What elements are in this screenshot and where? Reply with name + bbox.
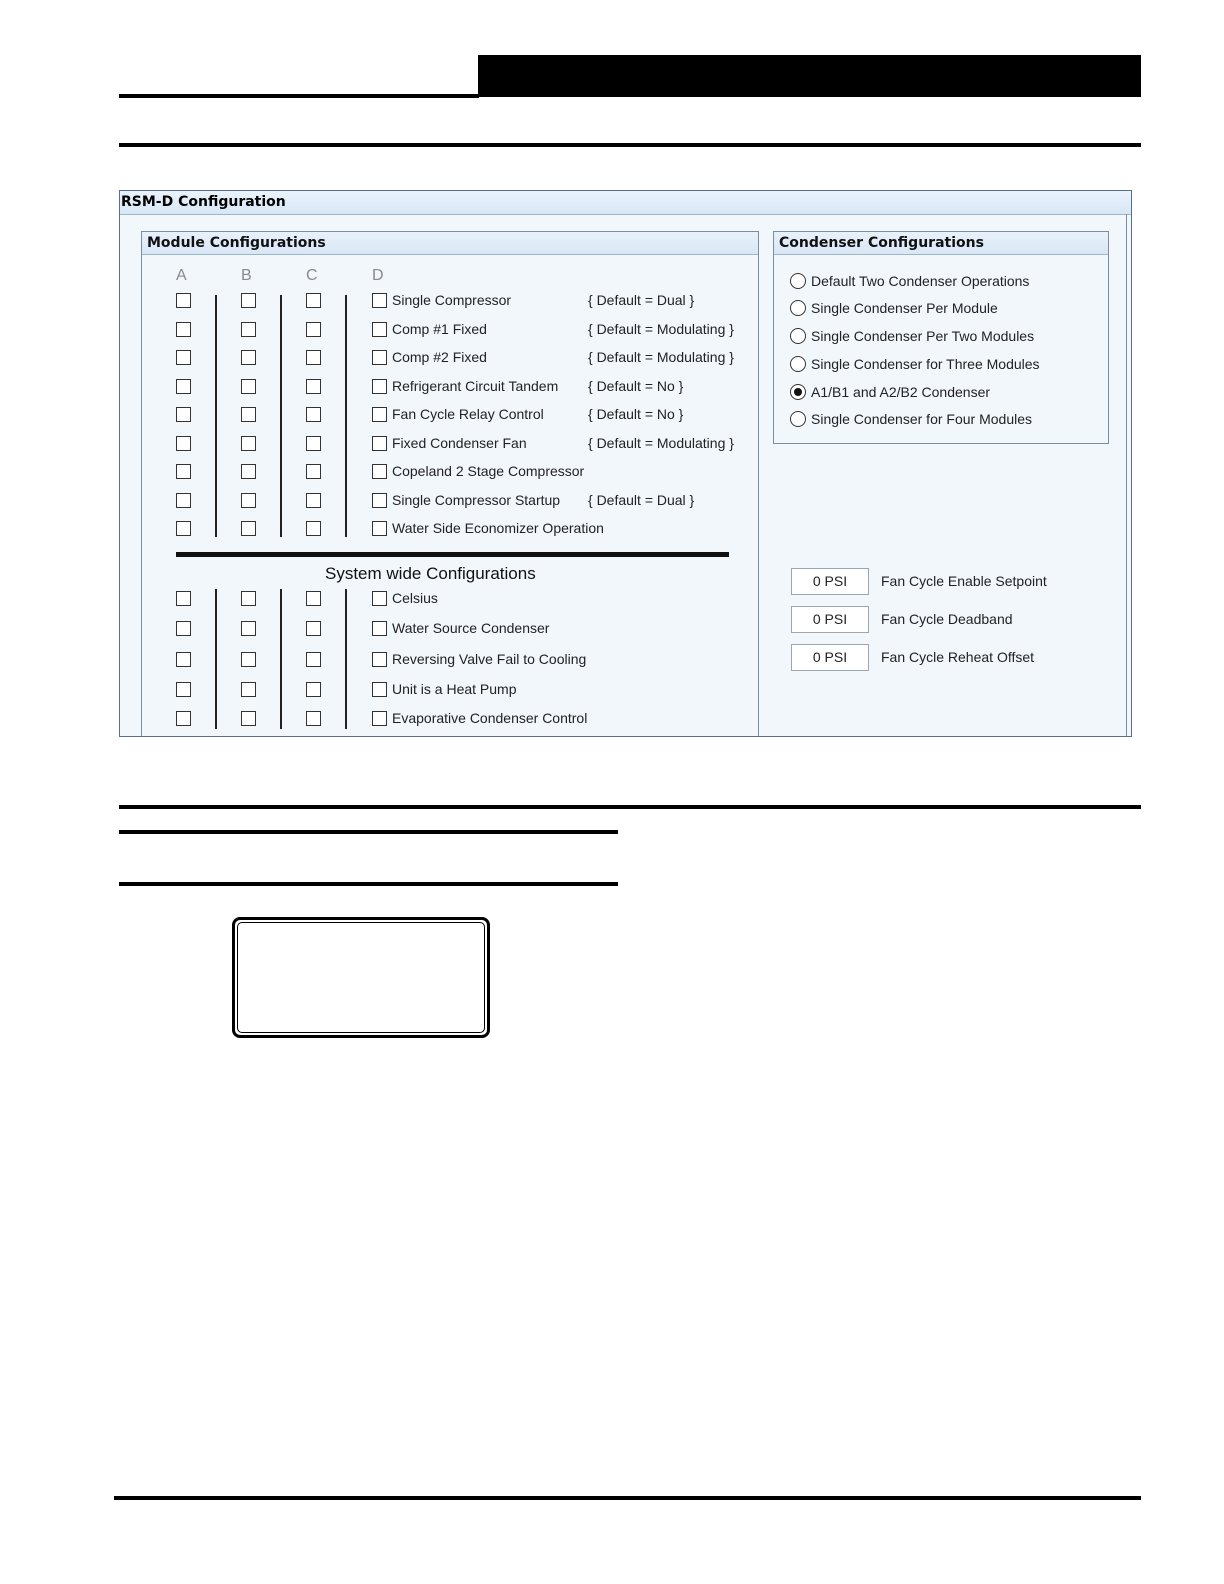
module-option-default: { Default = Modulating } <box>588 435 734 451</box>
checkbox-b-row-6[interactable] <box>241 436 256 451</box>
system-checkbox-b-row-4[interactable] <box>241 682 256 697</box>
checkbox-c-row-6[interactable] <box>306 436 321 451</box>
system-option-label: Water Source Condenser <box>392 620 550 636</box>
column-header-a: A <box>176 267 187 284</box>
checkbox-a-row-8[interactable] <box>176 493 191 508</box>
checkbox-d-row-2[interactable] <box>372 322 387 337</box>
section-divider <box>176 552 729 557</box>
module-configurations-title: Module Configurations <box>142 232 758 255</box>
column-separator <box>345 295 347 537</box>
checkbox-a-row-5[interactable] <box>176 407 191 422</box>
system-checkbox-d-row-1[interactable] <box>372 591 387 606</box>
condenser-option-label: Single Condenser for Four Modules <box>811 411 1033 427</box>
checkbox-c-row-7[interactable] <box>306 464 321 479</box>
module-option-label: Fan Cycle Relay Control <box>392 406 544 422</box>
condenser-radio-3[interactable] <box>790 328 806 344</box>
header-black-banner <box>478 55 1141 97</box>
checkbox-c-row-9[interactable] <box>306 521 321 536</box>
system-column-separator <box>345 589 347 729</box>
checkbox-c-row-3[interactable] <box>306 350 321 365</box>
checkbox-b-row-1[interactable] <box>241 293 256 308</box>
column-separator <box>280 295 282 537</box>
checkbox-b-row-4[interactable] <box>241 379 256 394</box>
system-checkbox-a-row-5[interactable] <box>176 711 191 726</box>
column-separator <box>215 295 217 537</box>
footer-rule <box>114 1496 1141 1500</box>
condenser-radio-6[interactable] <box>790 411 806 427</box>
system-checkbox-b-row-2[interactable] <box>241 621 256 636</box>
checkbox-d-row-1[interactable] <box>372 293 387 308</box>
checkbox-d-row-3[interactable] <box>372 350 387 365</box>
column-header-c: C <box>306 267 318 284</box>
system-checkbox-c-row-4[interactable] <box>306 682 321 697</box>
system-option-label: Reversing Valve Fail to Cooling <box>392 651 587 667</box>
module-option-default: { Default = No } <box>588 378 684 394</box>
system-column-separator <box>280 589 282 729</box>
checkbox-d-row-8[interactable] <box>372 493 387 508</box>
module-option-label: Fixed Condenser Fan <box>392 435 527 451</box>
system-checkbox-b-row-1[interactable] <box>241 591 256 606</box>
checkbox-d-row-6[interactable] <box>372 436 387 451</box>
condenser-configurations-group <box>773 231 1109 444</box>
checkbox-d-row-4[interactable] <box>372 379 387 394</box>
subsection-rule-2 <box>119 882 618 886</box>
system-option-label: Evaporative Condenser Control <box>392 710 588 726</box>
system-checkbox-c-row-1[interactable] <box>306 591 321 606</box>
system-checkbox-d-row-3[interactable] <box>372 652 387 667</box>
fan-setting-label: Fan Cycle Enable Setpoint <box>881 573 1047 589</box>
module-option-label: Single Compressor <box>392 292 512 308</box>
checkbox-d-row-9[interactable] <box>372 521 387 536</box>
condenser-option-label: Single Condenser Per Two Modules <box>811 328 1035 344</box>
checkbox-a-row-2[interactable] <box>176 322 191 337</box>
system-checkbox-b-row-5[interactable] <box>241 711 256 726</box>
condenser-option-label: Single Condenser Per Module <box>811 300 998 316</box>
module-option-label: Comp #1 Fixed <box>392 321 487 337</box>
checkbox-c-row-2[interactable] <box>306 322 321 337</box>
module-option-label: Copeland 2 Stage Compressor <box>392 463 585 479</box>
condenser-option-label: A1/B1 and A2/B2 Condenser <box>811 384 991 400</box>
checkbox-b-row-8[interactable] <box>241 493 256 508</box>
fan-setting-input[interactable]: 0 PSI <box>791 568 869 595</box>
system-checkbox-a-row-3[interactable] <box>176 652 191 667</box>
fan-setting-label: Fan Cycle Reheat Offset <box>881 649 1035 665</box>
condenser-option-label: Single Condenser for Three Modules <box>811 356 1040 372</box>
empty-display-box <box>232 917 490 1038</box>
window-title: RSM-D Configuration <box>120 191 1131 215</box>
column-header-b: B <box>241 267 252 284</box>
module-option-label: Refrigerant Circuit Tandem <box>392 378 559 394</box>
header-rule <box>119 94 479 98</box>
checkbox-b-row-2[interactable] <box>241 322 256 337</box>
checkbox-b-row-3[interactable] <box>241 350 256 365</box>
rsm-d-configuration-window <box>119 190 1132 737</box>
checkbox-a-row-7[interactable] <box>176 464 191 479</box>
section-rule-bottom <box>119 805 1141 809</box>
system-checkbox-b-row-3[interactable] <box>241 652 256 667</box>
checkbox-a-row-4[interactable] <box>176 379 191 394</box>
checkbox-c-row-8[interactable] <box>306 493 321 508</box>
system-option-label: Unit is a Heat Pump <box>392 681 517 697</box>
system-checkbox-a-row-2[interactable] <box>176 621 191 636</box>
system-checkbox-c-row-3[interactable] <box>306 652 321 667</box>
system-checkbox-d-row-4[interactable] <box>372 682 387 697</box>
system-checkbox-c-row-5[interactable] <box>306 711 321 726</box>
system-wide-title: System wide Configurations <box>325 564 536 583</box>
checkbox-c-row-4[interactable] <box>306 379 321 394</box>
module-option-default: { Default = Modulating } <box>588 321 734 337</box>
checkbox-c-row-5[interactable] <box>306 407 321 422</box>
condenser-radio-4[interactable] <box>790 356 806 372</box>
system-checkbox-d-row-2[interactable] <box>372 621 387 636</box>
checkbox-b-row-7[interactable] <box>241 464 256 479</box>
condenser-radio-5[interactable] <box>790 384 806 400</box>
module-option-label: Water Side Economizer Operation <box>392 520 604 536</box>
system-column-separator <box>215 589 217 729</box>
module-option-label: Single Compressor Startup <box>392 492 561 508</box>
checkbox-a-row-1[interactable] <box>176 293 191 308</box>
system-option-label: Celsius <box>392 590 438 606</box>
system-checkbox-d-row-5[interactable] <box>372 711 387 726</box>
fan-setting-label: Fan Cycle Deadband <box>881 611 1013 627</box>
module-option-default: { Default = Modulating } <box>588 349 734 365</box>
system-checkbox-a-row-1[interactable] <box>176 591 191 606</box>
checkbox-d-row-7[interactable] <box>372 464 387 479</box>
condenser-radio-1[interactable] <box>790 273 806 289</box>
condenser-configurations-title: Condenser Configurations <box>774 232 1108 255</box>
checkbox-b-row-9[interactable] <box>241 521 256 536</box>
module-option-default: { Default = No } <box>588 406 684 422</box>
subsection-rule-1 <box>119 830 618 834</box>
condenser-option-label: Default Two Condenser Operations <box>811 273 1030 289</box>
system-checkbox-a-row-4[interactable] <box>176 682 191 697</box>
module-configurations-group <box>141 231 759 737</box>
fan-setting-input[interactable]: 0 PSI <box>791 606 869 633</box>
checkbox-b-row-5[interactable] <box>241 407 256 422</box>
section-rule-top <box>119 143 1141 147</box>
fan-setting-input[interactable]: 0 PSI <box>791 644 869 671</box>
checkbox-c-row-1[interactable] <box>306 293 321 308</box>
system-checkbox-c-row-2[interactable] <box>306 621 321 636</box>
checkbox-d-row-5[interactable] <box>372 407 387 422</box>
column-header-d: D <box>372 267 384 284</box>
checkbox-a-row-3[interactable] <box>176 350 191 365</box>
module-option-default: { Default = Dual } <box>588 492 695 508</box>
empty-display-box-inner <box>237 922 485 1033</box>
window-edge <box>1126 214 1127 736</box>
condenser-radio-2[interactable] <box>790 300 806 316</box>
module-option-default: { Default = Dual } <box>588 292 695 308</box>
checkbox-a-row-9[interactable] <box>176 521 191 536</box>
module-option-label: Comp #2 Fixed <box>392 349 487 365</box>
checkbox-a-row-6[interactable] <box>176 436 191 451</box>
